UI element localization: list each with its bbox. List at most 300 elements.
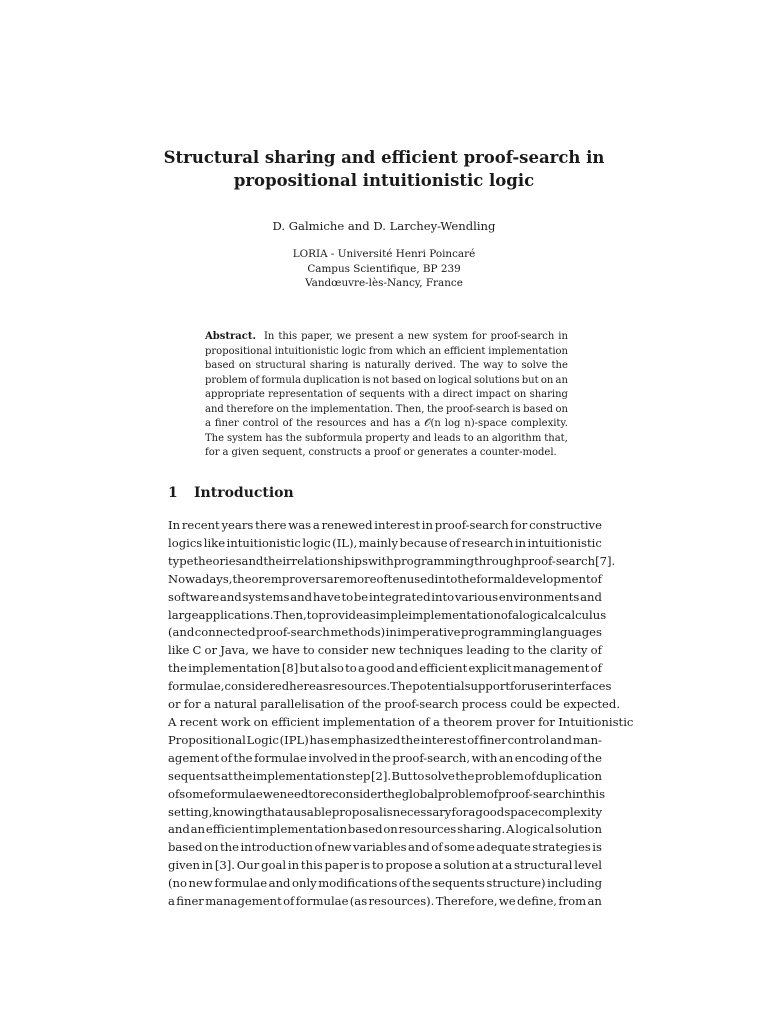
word: control (242, 418, 279, 429)
word: and (268, 876, 291, 891)
word: logics (168, 535, 203, 550)
text-line (205, 345, 568, 360)
word: efficient (419, 661, 468, 676)
word: was (288, 518, 312, 532)
word: a (312, 518, 320, 532)
word: efficient (205, 822, 254, 837)
text-line (205, 446, 568, 461)
word: resources (398, 822, 457, 837)
text-line (168, 768, 602, 786)
word: sequents (168, 768, 221, 783)
word: in (572, 786, 584, 801)
word: constructs (308, 447, 362, 458)
word: and (408, 840, 430, 855)
word: implementation (252, 768, 346, 783)
word: derived. (414, 360, 456, 371)
word: formula (261, 374, 301, 386)
word: based (391, 374, 422, 386)
word: recent (181, 518, 220, 532)
word: a (432, 714, 440, 729)
word: define, (516, 894, 557, 909)
word: various (454, 589, 499, 604)
word: provers (281, 571, 327, 586)
word: recent (179, 714, 218, 729)
text-line (205, 359, 568, 374)
word: that (262, 804, 287, 819)
word: the (296, 418, 313, 429)
word: The (390, 679, 413, 694)
word: setting, (168, 804, 213, 819)
word: this (300, 858, 323, 873)
word: but (299, 661, 320, 676)
word: representation (268, 389, 344, 400)
word: theorem (443, 714, 493, 729)
section-title: Introduction (194, 485, 294, 501)
word: a (470, 447, 477, 458)
word: through (474, 553, 522, 568)
word: (no (168, 876, 187, 891)
word: systems (242, 589, 290, 604)
word: in (287, 858, 300, 873)
text-line (168, 804, 602, 822)
word: we (498, 894, 516, 909)
word: adequate (476, 840, 531, 855)
word: interest (420, 732, 467, 747)
word: duplication (303, 374, 361, 386)
word: structure) (486, 876, 546, 891)
word: connected (194, 625, 256, 640)
word: to (512, 643, 525, 658)
word: [8] (281, 661, 299, 676)
word: implementation (188, 661, 281, 676)
word: new (371, 643, 396, 658)
word: structural (255, 360, 306, 371)
word: this (583, 786, 606, 801)
word: the (382, 786, 402, 801)
word: expected. (563, 697, 621, 712)
word: proof-search (445, 403, 510, 415)
word: given (168, 858, 201, 873)
affiliation (0, 247, 768, 291)
word: Nowadays, (168, 571, 233, 586)
word: resources). (368, 894, 435, 909)
word: the (233, 768, 253, 783)
word: proof-search (434, 518, 509, 532)
word: including (547, 876, 602, 891)
word: emphasized (330, 732, 401, 747)
word: to (463, 432, 474, 444)
text-line (168, 696, 621, 714)
word: considered (224, 679, 290, 694)
word: development (514, 571, 591, 586)
word: based (205, 360, 235, 371)
word: propose (385, 858, 433, 873)
text-line (205, 403, 568, 418)
word: A (168, 714, 177, 729)
word: be (545, 697, 560, 712)
word: and (412, 432, 432, 444)
authors: D. Galmiche and D. Larchey-Wendling (272, 219, 496, 233)
word: in (201, 858, 214, 873)
word: consider (317, 643, 369, 658)
word: but (521, 374, 539, 386)
word: simple (369, 607, 409, 622)
text-line (205, 417, 568, 432)
text-line (168, 642, 602, 660)
word: to (412, 768, 425, 783)
word: into (434, 571, 458, 586)
word: Java, (220, 643, 249, 658)
word: proof-search (498, 786, 573, 801)
word: impact (475, 389, 511, 400)
word: finer (479, 732, 507, 747)
word: for (451, 804, 469, 819)
word: at (221, 768, 233, 783)
word: natural (214, 697, 257, 712)
word: and (168, 822, 190, 837)
text-line (205, 330, 568, 345)
text-line (168, 786, 606, 804)
word: of (590, 661, 602, 676)
word: to (306, 607, 319, 622)
word: in (359, 750, 371, 765)
word: intuitionistic (527, 535, 602, 550)
word: could (510, 697, 543, 712)
word: and (241, 553, 264, 568)
word: explicit (468, 661, 512, 676)
word: logical (519, 607, 558, 622)
word: resources. (328, 679, 391, 694)
word: formulae (295, 894, 349, 909)
word: in (421, 518, 433, 532)
text-line (168, 678, 612, 696)
word: interfaces (552, 679, 612, 694)
word: intuitionistic (226, 535, 301, 550)
word: programming (460, 625, 542, 640)
word: of (346, 389, 357, 400)
word: system (226, 432, 263, 444)
word: some (179, 786, 211, 801)
word: therefore (226, 403, 274, 415)
word: and (290, 589, 313, 604)
word: the (233, 750, 253, 765)
word: a (205, 418, 211, 429)
word: formulae (254, 750, 307, 765)
word: algorithm (491, 432, 542, 444)
word: the (371, 750, 391, 765)
word: to (308, 786, 320, 801)
word: proof-search, (392, 750, 471, 765)
word: problem (205, 374, 248, 386)
word: sharing. (457, 822, 506, 837)
body-text (168, 517, 634, 911)
word: the (219, 840, 239, 855)
word: an (555, 374, 568, 386)
word: of (283, 894, 295, 909)
text-line (168, 660, 602, 678)
word: like (203, 535, 226, 550)
word: problem (474, 768, 524, 783)
word: the (455, 768, 475, 783)
word: for (538, 714, 555, 729)
word: have (272, 643, 300, 658)
word: environments (498, 589, 580, 604)
word: at (491, 858, 504, 873)
word: parallelisation (260, 697, 345, 712)
word: theories (193, 553, 242, 568)
word: property (365, 432, 410, 444)
word: theorem (232, 571, 282, 586)
word: proof-search (521, 553, 596, 568)
word: in (514, 535, 527, 550)
word: the (401, 732, 421, 747)
word: Intuitionistic (558, 714, 634, 729)
word: paper (324, 858, 359, 873)
word: based (347, 822, 383, 837)
word: need (279, 786, 309, 801)
word: logic (341, 345, 367, 357)
word: type (168, 553, 194, 568)
word: that, (544, 432, 568, 444)
word: because (399, 535, 448, 550)
word: implementation (322, 714, 416, 729)
text-line (205, 374, 568, 389)
word: is (512, 403, 521, 415)
word: a (505, 858, 513, 873)
word: the (457, 571, 477, 586)
word: a (397, 331, 404, 342)
word: the (285, 432, 303, 444)
word: research (461, 535, 514, 550)
word: usable (293, 804, 332, 819)
word: a (168, 894, 175, 909)
word: of (500, 607, 513, 622)
word: also (320, 661, 344, 676)
word: efficient (444, 345, 486, 357)
word: a (203, 697, 211, 712)
text-line (168, 875, 602, 893)
word: solutions (473, 374, 520, 386)
word: on (204, 840, 219, 855)
word: we (336, 331, 352, 342)
title-line-2: propositional intuitionistic logic (233, 171, 535, 190)
word: log (444, 418, 461, 429)
word: for (205, 447, 220, 458)
word: n)-space (464, 418, 508, 429)
word: techniques (398, 643, 464, 658)
word: and (219, 589, 242, 604)
affiliation-line-2: Campus Scientifique, BP 239 (307, 262, 461, 275)
word: new (327, 840, 352, 855)
word: Then, (273, 607, 307, 622)
word: languages (541, 625, 602, 640)
word: proof-search (490, 331, 555, 342)
word: solution (555, 822, 602, 837)
word: C (192, 643, 202, 658)
text-line (168, 893, 602, 911)
word: (as (349, 894, 368, 909)
word: sequents (359, 389, 405, 400)
word: has (265, 432, 283, 444)
word: sequent, (262, 447, 306, 458)
word: as (315, 679, 329, 694)
word: leading (466, 643, 510, 658)
word: given (231, 447, 260, 458)
word: modifications (318, 876, 398, 891)
word: of (431, 840, 443, 855)
word: management (512, 661, 590, 676)
word: are (326, 571, 347, 586)
text-line (168, 589, 602, 607)
word: imperative (397, 625, 461, 640)
word: user (526, 679, 553, 694)
word: the (411, 876, 431, 891)
word: The (460, 360, 480, 371)
word: the (168, 661, 187, 676)
word: methods) (330, 625, 386, 640)
word: and (370, 418, 389, 429)
text-line (168, 553, 616, 571)
word: a (434, 858, 442, 873)
word: used (406, 571, 435, 586)
word: finer (214, 418, 239, 429)
word: to (372, 858, 384, 873)
word: proof-search (384, 697, 459, 712)
word: mainly (358, 535, 399, 550)
word: structural (514, 858, 573, 873)
word: not (372, 374, 390, 386)
word: be (353, 589, 369, 604)
word: management (205, 894, 282, 909)
word: or (403, 447, 415, 458)
word: knowing (212, 804, 263, 819)
word: an (190, 822, 206, 837)
word: of (249, 374, 260, 386)
word: of (448, 535, 461, 550)
word: introduction (240, 840, 313, 855)
word: of (398, 876, 411, 891)
word: into (431, 589, 455, 604)
word: But (391, 768, 413, 783)
abstract-label: Abstract. (205, 331, 256, 342)
word: way (483, 360, 504, 371)
text-line (205, 388, 568, 403)
word: complexity. (510, 418, 568, 429)
word: proposal (331, 804, 383, 819)
word: we (252, 643, 269, 658)
word: years (221, 518, 254, 532)
paper-title (0, 146, 768, 192)
word: some (444, 840, 475, 855)
word: of (282, 418, 293, 429)
word: goal (261, 858, 287, 873)
word: clarity (549, 643, 588, 658)
word: logical (515, 822, 555, 837)
text-line (168, 714, 634, 732)
word: Then, (395, 403, 425, 415)
word: (IL), (332, 535, 358, 550)
word: a (364, 447, 371, 458)
word: to (341, 589, 354, 604)
word: Our (236, 858, 260, 873)
section-number: 1 (168, 485, 178, 501)
title-line-1: Structural sharing and efficient proof-search in (163, 148, 605, 167)
word: generates (417, 447, 468, 458)
word: efficient (271, 714, 320, 729)
word: step (345, 768, 371, 783)
word: for (510, 518, 528, 532)
word: necessary (392, 804, 452, 819)
word: new (188, 876, 213, 891)
word: more (346, 571, 377, 586)
word: Propositional (168, 732, 246, 747)
word: an (587, 894, 602, 909)
word: resources (316, 418, 367, 429)
word: and (396, 661, 419, 676)
word: intuitionistic (274, 345, 339, 357)
word: sequents (432, 876, 485, 891)
word: solution (443, 858, 491, 873)
word: on (238, 360, 252, 371)
word: [2]. (370, 768, 392, 783)
word: potential (412, 679, 465, 694)
word: only (292, 876, 317, 891)
word: software (168, 589, 220, 604)
word: [3]. (214, 858, 235, 873)
word: appropriate (205, 389, 265, 400)
word: (and (168, 625, 195, 640)
word: of (314, 840, 326, 855)
word: is (352, 360, 361, 371)
word: to (507, 360, 518, 371)
word: implementation. (310, 403, 394, 415)
word: applications. (198, 607, 274, 622)
text-line (168, 750, 602, 768)
word: present (355, 331, 394, 342)
word: a (358, 661, 365, 676)
word: has (309, 732, 330, 747)
word: In (168, 518, 181, 532)
affiliation-line-3: Vandœuvre-lès-Nancy, France (305, 277, 463, 289)
word: 𝒪(n (424, 418, 441, 429)
word: the (551, 360, 568, 371)
word: or (168, 697, 181, 712)
word: logic (302, 535, 331, 550)
word: formulae (214, 876, 268, 891)
word: process (461, 697, 507, 712)
word: of (524, 768, 536, 783)
word: A (506, 822, 515, 837)
word: constructive (529, 518, 602, 532)
word: large (168, 607, 199, 622)
text-line (168, 857, 602, 875)
word: implementation (488, 345, 568, 357)
word: of (347, 697, 359, 712)
word: on (383, 822, 398, 837)
word: problem (437, 786, 487, 801)
word: their (263, 553, 292, 568)
word: a (468, 804, 476, 819)
word: of (168, 786, 180, 801)
word: work (220, 714, 251, 729)
word: complexity (538, 804, 602, 819)
word: logical (438, 374, 472, 386)
word: space (504, 804, 538, 819)
text-line (168, 732, 602, 750)
affiliation-line-1: LORIA - Université Henri Poincaré (292, 248, 476, 260)
word: of (467, 732, 479, 747)
word: formulae (210, 786, 263, 801)
